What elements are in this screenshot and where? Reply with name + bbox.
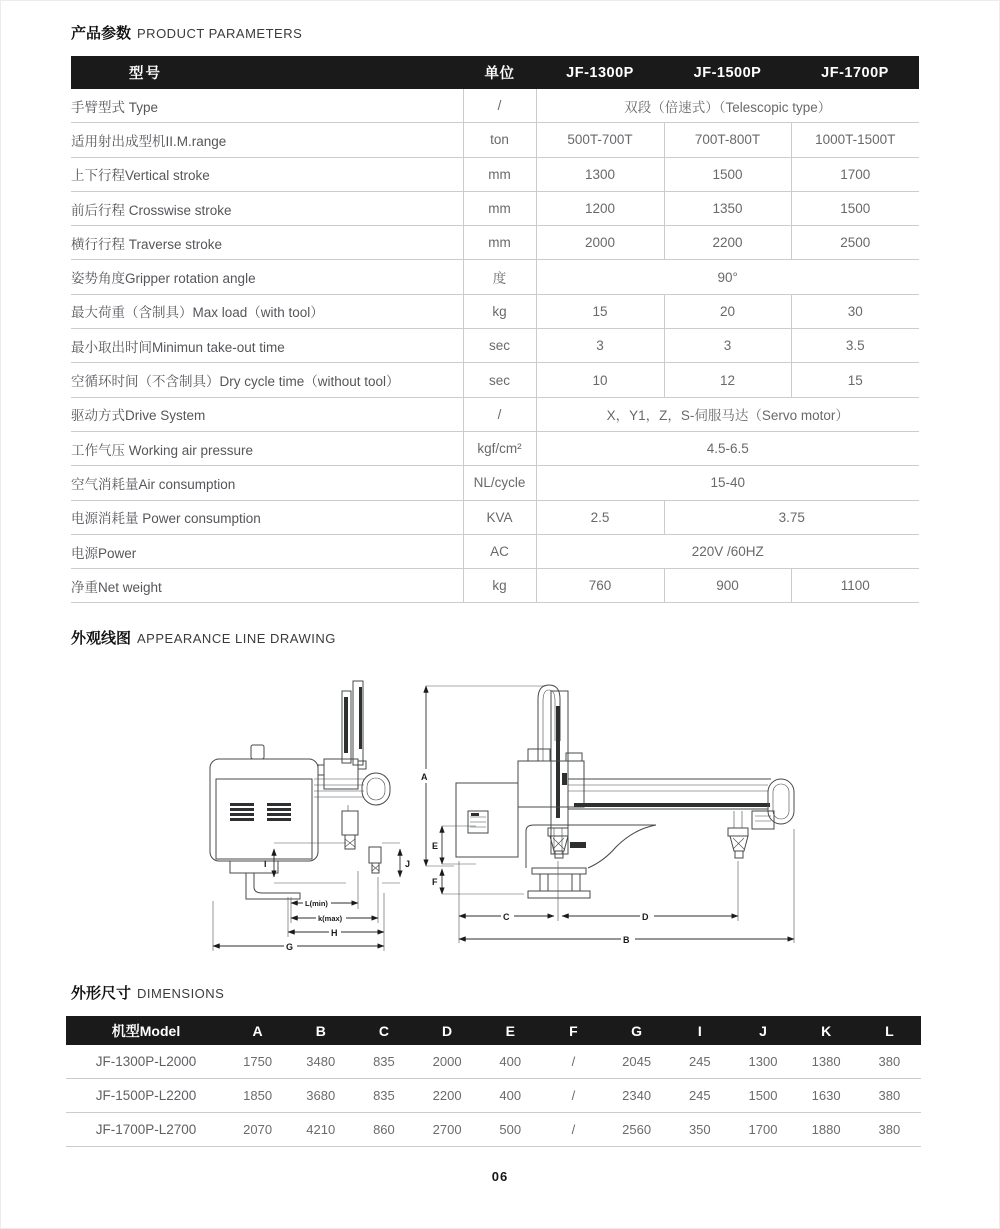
spec-value-span: 15-40 (536, 466, 919, 500)
dims-header-F: F (542, 1016, 605, 1045)
spec-value: 15 (791, 363, 919, 397)
spec-row (71, 260, 919, 294)
spec-label: 上下行程Vertical stroke (71, 157, 463, 191)
spec-unit: 度 (463, 260, 536, 294)
dim-label-A: A (421, 772, 428, 782)
spec-row (71, 226, 919, 260)
param-header-jf1700p: JF-1700P (791, 56, 919, 89)
page-number: 06 (491, 1169, 509, 1184)
spec-label: 电源消耗量 Power consumption (71, 500, 463, 534)
spec-label: 驱动方式Drive System (71, 397, 463, 431)
spec-row (71, 89, 919, 123)
dims-value: 1850 (226, 1079, 289, 1113)
spec-value: 12 (664, 363, 791, 397)
spec-value: 20 (664, 294, 791, 328)
spec-value: 760 (536, 569, 664, 603)
spec-value: 1000T-1500T (791, 123, 919, 157)
dim-label-C: C (503, 912, 510, 922)
spec-label: 电源Power (71, 534, 463, 568)
spec-value: 1200 (536, 191, 664, 225)
spec-unit: mm (463, 226, 536, 260)
dims-header-model: 机型Model (66, 1016, 226, 1045)
spec-row (71, 294, 919, 328)
parameters-heading-en: PRODUCT PARAMETERS (137, 26, 303, 41)
spec-unit: KVA (463, 500, 536, 534)
dim-label-G: G (286, 942, 294, 952)
spec-value-span: 4.5-6.5 (536, 431, 919, 465)
spec-value: 700T-800T (664, 123, 791, 157)
dims-value: 3480 (289, 1045, 352, 1079)
side-view-drawing (196, 661, 416, 961)
spec-unit: kg (463, 569, 536, 603)
dims-value: 2700 (416, 1113, 479, 1147)
spec-value: 2500 (791, 226, 919, 260)
dims-value: 245 (668, 1079, 731, 1113)
dims-value: / (542, 1079, 605, 1113)
dims-value: 2340 (605, 1079, 668, 1113)
spec-value: 10 (536, 363, 664, 397)
spec-value: 3 (664, 329, 791, 363)
dim-label-H: H (331, 928, 338, 938)
dim-label-Lmin: L(min) (305, 899, 328, 908)
dimensions-heading (71, 982, 224, 1003)
dims-value: 500 (479, 1113, 542, 1147)
dims-value: 3680 (289, 1079, 352, 1113)
dims-header-I: I (668, 1016, 731, 1045)
spec-row (71, 363, 919, 397)
dims-header-K: K (795, 1016, 858, 1045)
dims-value: 1700 (731, 1113, 794, 1147)
dims-header-J: J (731, 1016, 794, 1045)
product-parameters-table (71, 56, 919, 603)
spec-value-span: X，Y1，Z，S-伺服马达（Servo motor） (536, 397, 919, 431)
spec-label: 前后行程 Crosswise stroke (71, 191, 463, 225)
spec-row (71, 397, 919, 431)
dims-value: 2200 (416, 1079, 479, 1113)
dims-model: JF-1500P-L2200 (66, 1079, 226, 1113)
dim-label-D: D (642, 912, 649, 922)
spec-value-span: 90° (536, 260, 919, 294)
dims-value: 835 (352, 1045, 415, 1079)
spec-label: 姿势角度Gripper rotation angle (71, 260, 463, 294)
spec-value: 2200 (664, 226, 791, 260)
dims-model: JF-1700P-L2700 (66, 1113, 226, 1147)
dims-value: 245 (668, 1045, 731, 1079)
dims-header-C: C (352, 1016, 415, 1045)
spec-label: 空气消耗量Air consumption (71, 466, 463, 500)
drawing-heading-en: APPEARANCE LINE DRAWING (137, 631, 336, 646)
dims-value: 4210 (289, 1113, 352, 1147)
cabinet-vents (230, 803, 291, 821)
drawing-heading (71, 627, 336, 648)
param-header-jf1500p: JF-1500P (664, 56, 791, 89)
front-view-drawing (416, 661, 806, 961)
param-header-model: 型号 (71, 56, 463, 89)
spec-row (71, 500, 919, 534)
spec-value: 3 (536, 329, 664, 363)
spec-value: 1700 (791, 157, 919, 191)
param-header-jf1300p: JF-1300P (536, 56, 664, 89)
spec-label: 手臂型式 Type (71, 89, 463, 123)
dim-label-I: I (264, 859, 267, 869)
spec-value-span: 3.75 (664, 500, 919, 534)
dims-value: 2070 (226, 1113, 289, 1147)
dims-value: 380 (858, 1045, 921, 1079)
spec-value: 1100 (791, 569, 919, 603)
dims-value: 400 (479, 1045, 542, 1079)
dims-value: 380 (858, 1113, 921, 1147)
parameters-heading-zh: 产品参数 (71, 25, 132, 42)
spec-unit: sec (463, 329, 536, 363)
dims-value: 2000 (416, 1045, 479, 1079)
dims-row (66, 1045, 921, 1079)
spec-row (71, 466, 919, 500)
dims-value: 350 (668, 1113, 731, 1147)
dims-value: 1880 (795, 1113, 858, 1147)
spec-unit: sec (463, 363, 536, 397)
spec-row (71, 191, 919, 225)
spec-label: 空循环时间（不含制具）Dry cycle time（without tool） (71, 363, 463, 397)
drawing-heading-zh: 外观线图 (71, 630, 132, 647)
dims-header-B: B (289, 1016, 352, 1045)
dims-value: 2560 (605, 1113, 668, 1147)
spec-value: 1500 (791, 191, 919, 225)
spec-label: 工作气压 Working air pressure (71, 431, 463, 465)
dimensions-heading-en: DIMENSIONS (137, 986, 225, 1001)
spec-value: 1300 (536, 157, 664, 191)
dim-label-kmax: k(max) (318, 914, 343, 923)
dim-label-B: B (623, 935, 630, 945)
spec-value: 2.5 (536, 500, 664, 534)
spec-label: 净重Net weight (71, 569, 463, 603)
dims-value: 1750 (226, 1045, 289, 1079)
dims-value: 400 (479, 1079, 542, 1113)
dim-label-E: E (432, 841, 439, 851)
spec-value: 1350 (664, 191, 791, 225)
dims-value: 835 (352, 1079, 415, 1113)
dims-row (66, 1113, 921, 1147)
spec-unit: kg (463, 294, 536, 328)
spec-unit: / (463, 89, 536, 123)
spec-unit: / (463, 397, 536, 431)
spec-unit: mm (463, 191, 536, 225)
dims-value: 1300 (731, 1045, 794, 1079)
parameters-heading (71, 22, 302, 43)
dims-row (66, 1079, 921, 1113)
dims-model: JF-1300P-L2000 (66, 1045, 226, 1079)
side-view-machine (210, 681, 390, 899)
spec-row (71, 534, 919, 568)
dims-value: 1500 (731, 1079, 794, 1113)
dims-value: 1380 (795, 1045, 858, 1079)
dims-header-row (66, 1016, 921, 1045)
spec-value: 15 (536, 294, 664, 328)
dims-header-E: E (479, 1016, 542, 1045)
dims-header-G: G (605, 1016, 668, 1045)
dims-value: 2045 (605, 1045, 668, 1079)
spec-row (71, 431, 919, 465)
dims-header-D: D (416, 1016, 479, 1045)
spec-value: 500T-700T (536, 123, 664, 157)
dims-value: 380 (858, 1079, 921, 1113)
spec-row (71, 123, 919, 157)
spec-label: 最小取出时间Minimun take-out time (71, 329, 463, 363)
spec-value: 2000 (536, 226, 664, 260)
param-header-unit: 单位 (463, 56, 536, 89)
spec-row (71, 157, 919, 191)
spec-value: 900 (664, 569, 791, 603)
spec-label: 横行行程 Traverse stroke (71, 226, 463, 260)
spec-row (71, 329, 919, 363)
spec-unit: AC (463, 534, 536, 568)
dims-header-L: L (858, 1016, 921, 1045)
spec-label: 适用射出成型机II.M.range (71, 123, 463, 157)
spec-row (71, 569, 919, 603)
dimensions-heading-zh: 外形尺寸 (71, 985, 132, 1002)
spec-value-span: 双段（倍速式）（Telescopic type） (536, 89, 919, 123)
dim-label-J: J (405, 859, 411, 869)
spec-value: 1500 (664, 157, 791, 191)
spec-unit: kgf/cm² (463, 431, 536, 465)
param-header-row (71, 56, 919, 89)
dims-header-A: A (226, 1016, 289, 1045)
spec-unit: ton (463, 123, 536, 157)
front-view-machine (456, 685, 794, 898)
spec-value: 30 (791, 294, 919, 328)
spec-value: 3.5 (791, 329, 919, 363)
dims-value: 860 (352, 1113, 415, 1147)
dims-value: 1630 (795, 1079, 858, 1113)
spec-value-span: 220V /60HZ (536, 534, 919, 568)
dims-value: / (542, 1045, 605, 1079)
dim-label-F: F (432, 877, 438, 887)
spec-unit: NL/cycle (463, 466, 536, 500)
spec-unit: mm (463, 157, 536, 191)
dims-value: / (542, 1113, 605, 1147)
dimensions-table (66, 1016, 921, 1147)
spec-label: 最大荷重（含制具）Max load（with tool） (71, 294, 463, 328)
